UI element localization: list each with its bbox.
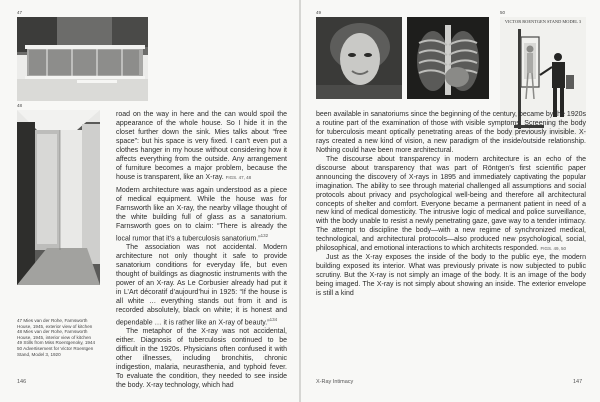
paragraph-text: The association was not accidental. Modern architecture not only thought it safe to provide sanatorium conditions for everyday life, but even thought of buildings as diagnostic instruments with the power of an X-ray. As Le Corbusier already had put it in L’Art décoratif d’aujourd’hui in 1925: “If the house is all white … everything stands out from it and is recorded absolutely, black on white; it is honest and dependable … it is rather like an X-ray of beauty.”: [116, 244, 287, 326]
figure-49-photo-portrait: [316, 17, 402, 99]
caption-line: Stand, Model 3, 1920: [17, 351, 61, 357]
figure-number: 48: [17, 103, 23, 108]
paragraph: [116, 328, 287, 391]
left-body-text: [116, 111, 287, 183]
paragraph: [116, 244, 287, 328]
figure-number: 50: [500, 10, 506, 15]
footnote-marker: 132: [260, 232, 269, 238]
woman-portrait-image: [316, 17, 402, 99]
farnsworth-interior-image: [17, 110, 100, 285]
paragraph-text: been available in sanatoriums since the beginning of the century, became by the 1920s a routine part of the examination of those with visible symptoms. Screening the body for tuberculosis meant optically penetrating areas of the body previously invisible. X-rays created a new kind of vision, a new paradigm of the inside/outside relationship. Nothing could have been more architectural.: [316, 111, 586, 154]
caption-line: 49 Stills from Miss Roentgenoky, 1944: [17, 340, 96, 346]
paragraph-text: The discourse about transparency in modern architecture is an echo of the discourse about transparency that was part of Röntgen’s first scientific paper announcing the discovery of X-rays in 1895 and immediately captivating the popular imagination. The ability to see through material challenged all assumptions and social protocols about privacy and psychological well-being and therefore all architectural concepts of shelter and comfort. Everyone became a permanent patient in need of a new kind of medical domesticity. The intrusive logic of medical and police surveillance, with the body unable to resist a newly penetrating gaze, gave way to a tender intimacy. The attempt to discipline the body—with a new regime of synchronized medical, technological, and architectural protocols—also produced new psychological, social, philosophical, and emotional interactions to which architects responded.: [316, 155, 586, 253]
paragraph: [316, 111, 586, 156]
paragraph-text: Just as the X-ray exposes the inside of the body to the public eye, the modern building exposed its interior. What was previously private is now subjected to public scrutiny. But the X-ray is not simply an image of the body. It is an image of the body being imaged. The X-ray is not simply about showing an inside. The exterior envelope is still a kind: [316, 254, 586, 298]
figure-reference: FIGS. 49, 50: [540, 246, 567, 252]
left-body-text-cont: [116, 183, 287, 391]
paragraph: [116, 111, 287, 183]
caption-line: House, 1945, exterior view of kitchen: [17, 323, 93, 329]
paragraph-text: road on the way in here and the can would spoil the appearance of the whole house. So I hide it in the closet further down the sink. Mies talks about “free space”: but his space is very fixed. I can’t even put a clothes hanger in my house without considering how it affects everything from the outside. Any arrangement of furniture becomes a major problem, because the house is transparent, like an X-ray.: [116, 111, 287, 181]
figure-47-photo: [17, 17, 148, 101]
figure-captions: [17, 318, 109, 357]
right-page: [301, 0, 600, 402]
figure-48-photo: [17, 110, 100, 285]
paragraph: [316, 254, 586, 299]
chest-xray-image: [407, 17, 489, 99]
running-head: X-Ray Intimacy: [316, 379, 354, 385]
right-body-text: [316, 111, 586, 299]
footnote-marker: 134: [269, 316, 278, 322]
page-number: 147: [573, 379, 583, 385]
paragraph-text: The metaphor of the X-ray was not accidental, either. Diagnosis of tuberculosis continued to be difficult in the 1920s. Physicians often confused it with other illnesses, including bronchitis, chronic indigestion, malaria, neurasthenia, and typhoid fever. To evaluate the condition, they needed to see inside the body. X-ray technology, which had: [116, 327, 287, 389]
caption-line: 48 Mies van der Rohe, Farnsworth: [17, 329, 88, 335]
caption-line: House, 1945, interior view of kitchen: [17, 334, 92, 340]
caption-line: 47 Mies van der Rohe, Farnsworth: [17, 318, 88, 323]
page-number: 146: [17, 379, 27, 385]
farnsworth-exterior-image: [17, 17, 148, 101]
caption-line: 50 Advertisement for Victor Roentgen: [17, 345, 94, 351]
figure-49-photo-xray: [407, 17, 489, 99]
figure-reference: FIGS. 47, 48: [225, 174, 252, 180]
paragraph: [116, 187, 287, 244]
figure-number: 49: [316, 10, 322, 15]
paragraph: [316, 156, 586, 254]
paragraph-text: Modern architecture was again understood as a piece of medical equipment. While the house was for Farnsworth like an X-ray, the nearby village thought of the white building full of glass as a sanatorium. Farnsworth goes on to claim: “There is already the local rumor that it’s a tuberculosis sanatorium.”: [116, 187, 287, 243]
advertisement-headline: VICTOR ROENTGEN STAND MODEL 3: [504, 19, 582, 24]
left-page: [0, 0, 299, 402]
figure-number: 47: [17, 10, 23, 15]
